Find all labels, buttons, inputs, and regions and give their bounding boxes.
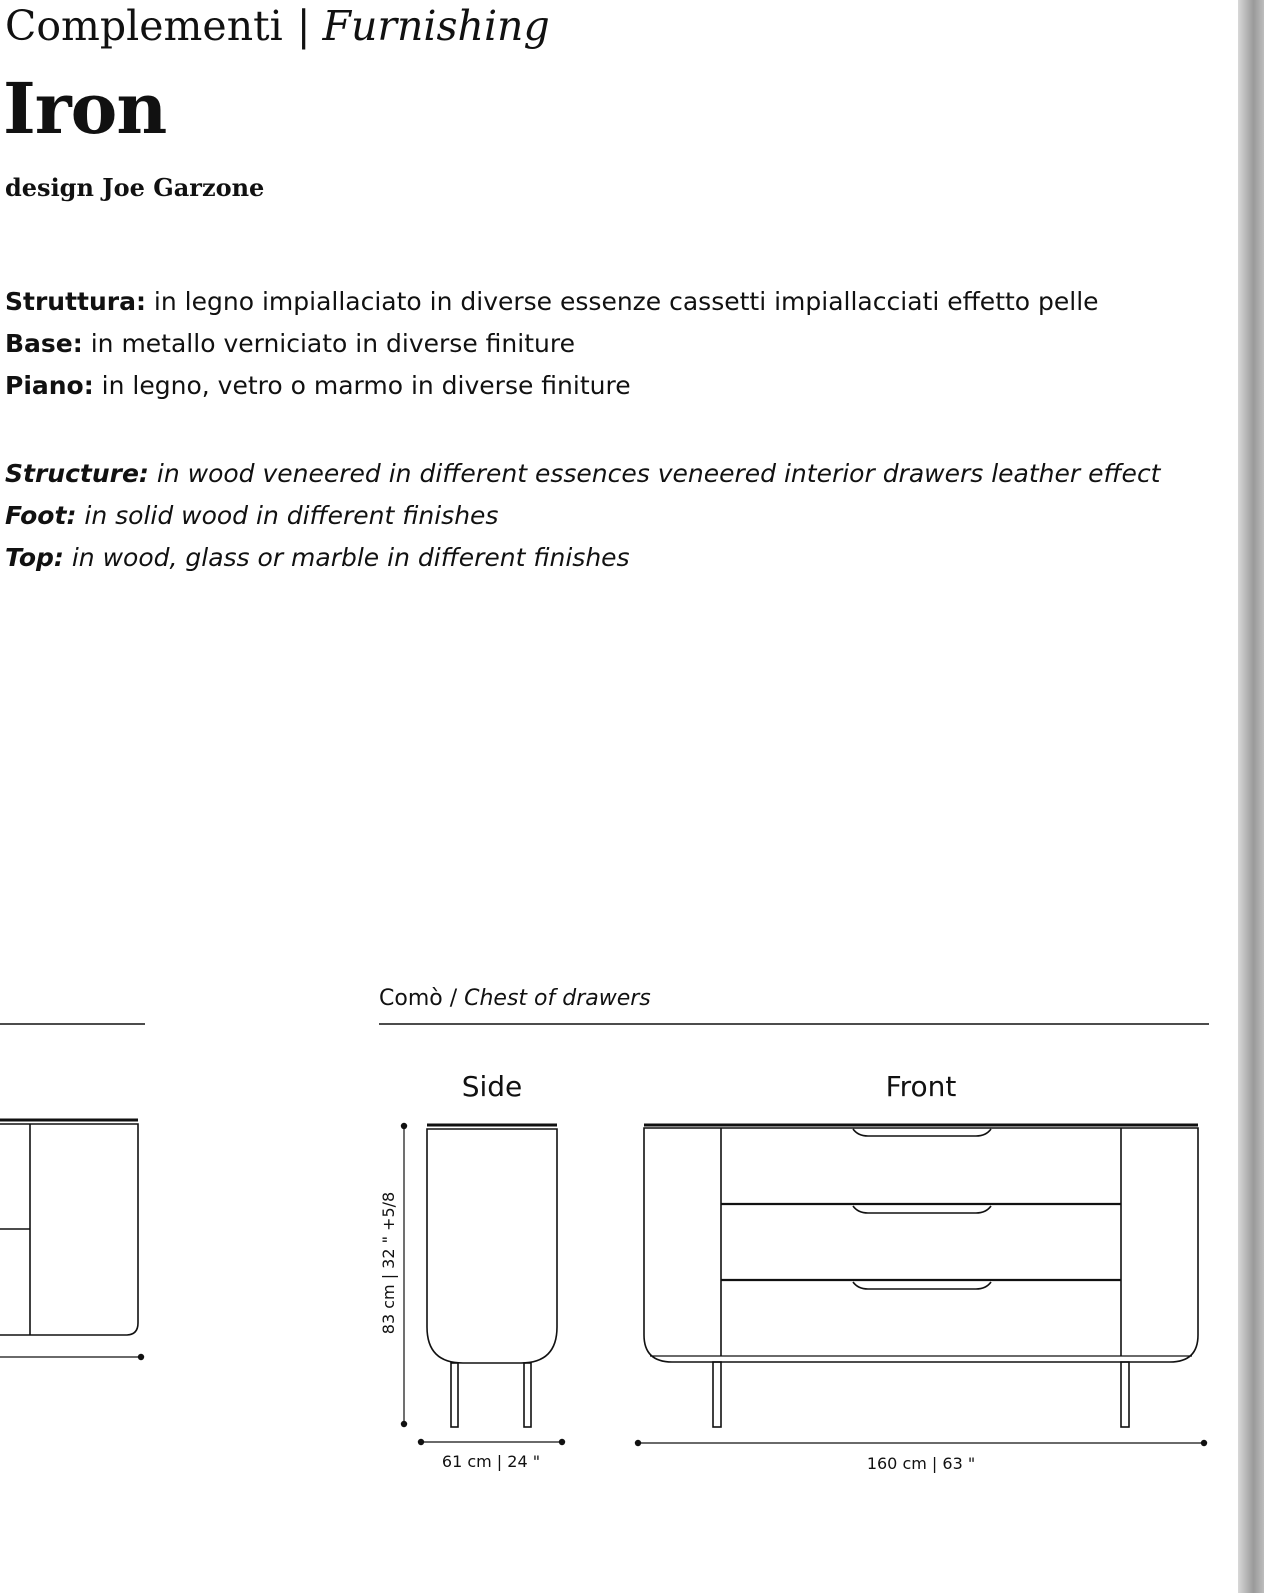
side-view (379, 1123, 565, 1471)
category-italian: Complementi (5, 2, 283, 50)
spec-label: Structure: (5, 459, 149, 488)
category-english: Furnishing (322, 2, 550, 50)
spec-label: Piano: (5, 371, 94, 400)
drawer-handle (853, 1129, 991, 1136)
drawer-handle (853, 1282, 991, 1289)
spec-label: Struttura: (5, 287, 146, 316)
dimension-dot (401, 1123, 407, 1129)
dimension-dot (401, 1421, 407, 1427)
front-body (644, 1128, 1198, 1362)
spec-text: in solid wood in different finishes (76, 501, 499, 530)
spec-label: Foot: (5, 501, 77, 530)
drawer-handle (853, 1206, 991, 1213)
dimension-dot (138, 1354, 144, 1360)
category-separator: | (296, 2, 311, 50)
drawing-title (379, 986, 651, 1011)
side-body (427, 1129, 557, 1363)
spec-text: in legno impiallaciato in diverse essenze cassetti impiallacciati effetto pelle (145, 287, 1099, 316)
drawing-title-it: Comò / (379, 986, 465, 1011)
side-width-dimension-label: 61 cm | 24 " (441, 1452, 541, 1471)
front-view-label: Front (885, 1070, 957, 1103)
drawing-title-en: Chest of drawers (464, 986, 651, 1011)
height-dimension-label: 83 cm | 32 " +5/8 (379, 1191, 398, 1335)
side-leg (524, 1363, 531, 1427)
spec-text: in wood, glass or marble in different finishes (63, 543, 630, 572)
product-title: Iron (3, 67, 167, 150)
side-view-label: Side (461, 1070, 523, 1103)
front-view (635, 1125, 1207, 1473)
front-leg (1121, 1362, 1129, 1427)
dimension-dot (635, 1440, 641, 1446)
designer-credit: design Joe Garzone (5, 173, 265, 202)
dimension-dot (559, 1439, 565, 1445)
spec-label: Base: (5, 329, 83, 358)
dimension-dot (418, 1439, 424, 1445)
side-leg (451, 1363, 458, 1427)
spec-text: in wood veneered in different essences veneered interior drawers leather effect (148, 459, 1161, 488)
previous-drawing-fragment (0, 1024, 145, 1360)
front-width-dimension-label: 160 cm | 63 " (866, 1454, 976, 1473)
dimension-dot (1201, 1440, 1207, 1446)
spec-label: Top: (5, 543, 64, 572)
front-leg (713, 1362, 721, 1427)
spec-text: in legno, vetro o marmo in diverse finiture (93, 371, 631, 400)
spec-text: in metallo verniciato in diverse finiture (82, 329, 575, 358)
